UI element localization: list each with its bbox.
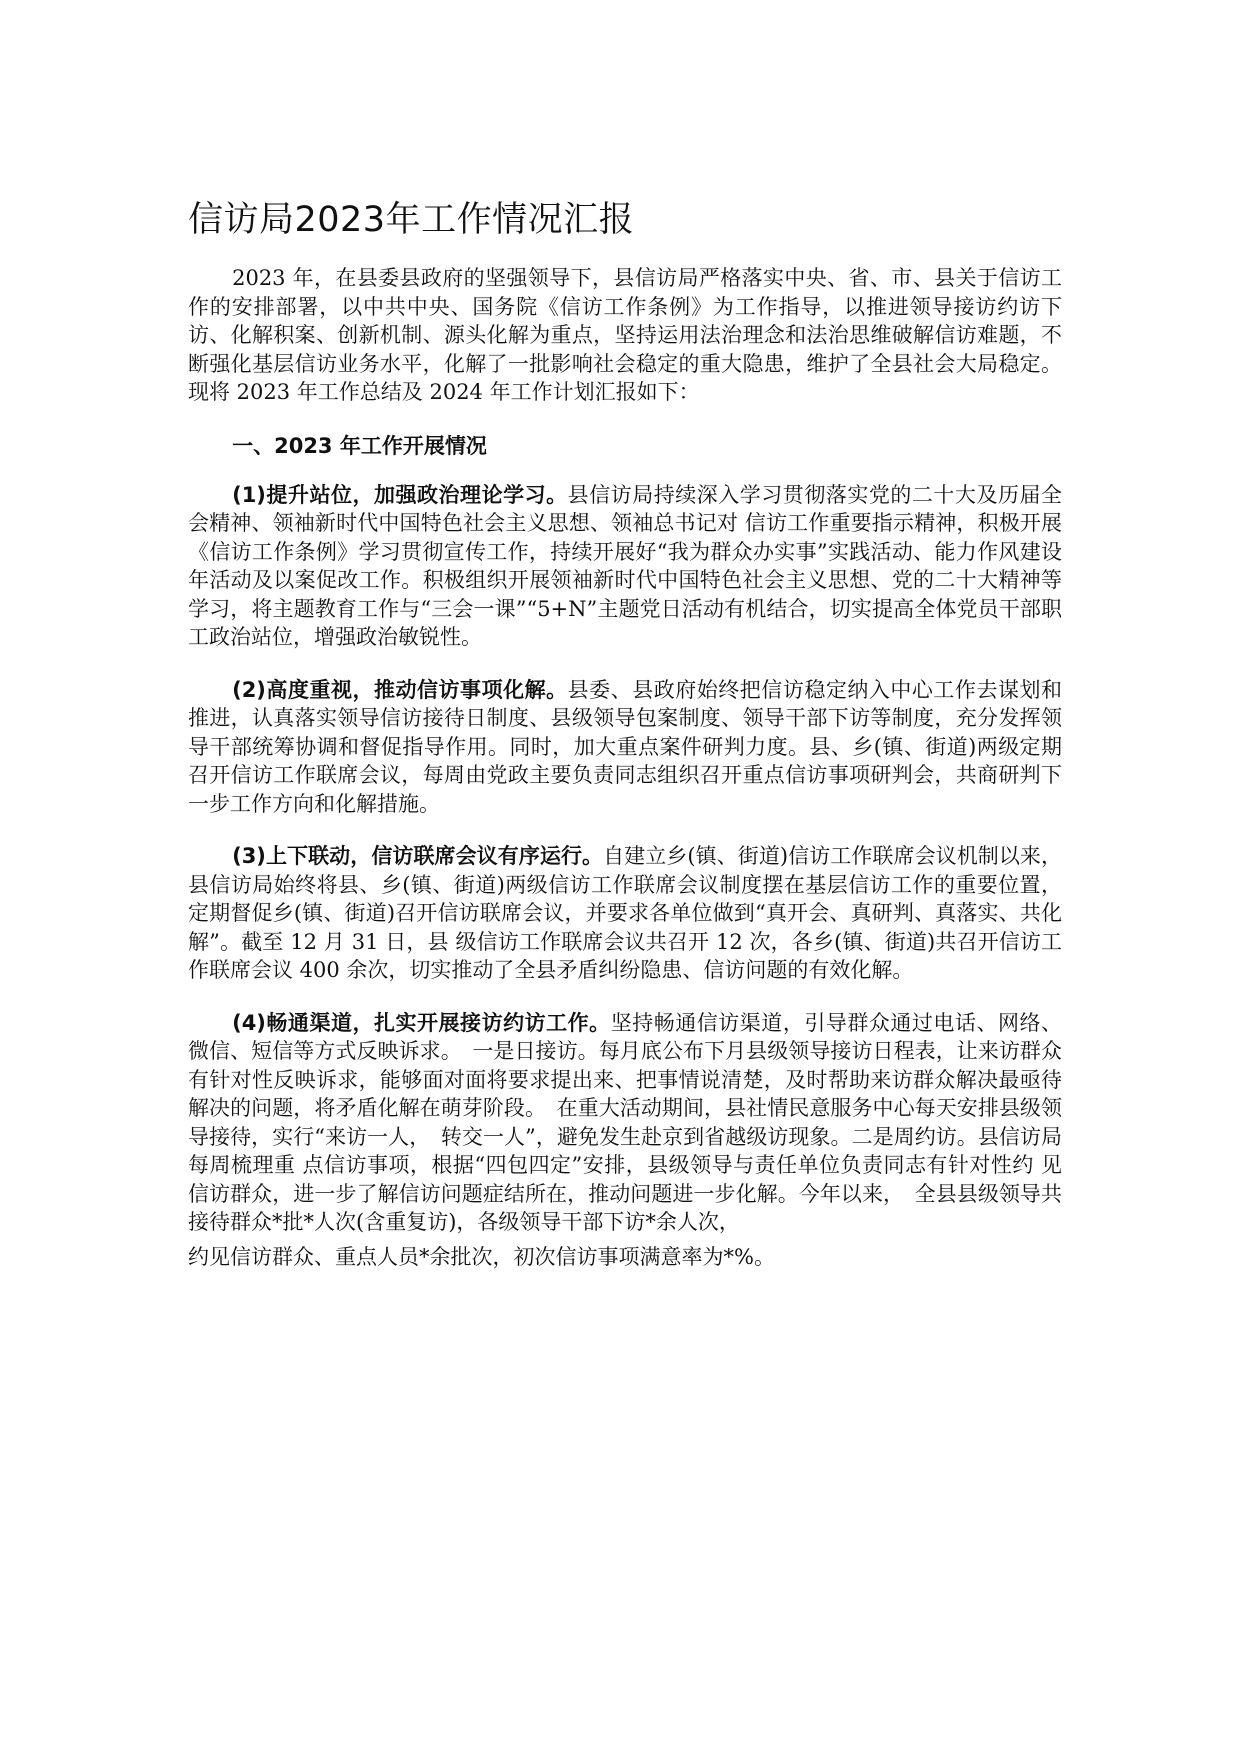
- section-paragraph-2: [188, 676, 1062, 819]
- section-body-1: 县信访局持续深入学习贯彻落实党的二十大及历届全会精神、领袖新时代中国特色社会主义思想、领袖总书记对 信访工作重要指示精神，积极开展《信访工作条例》学习贯彻宣传工作，持续开展好“我为群众办实事”实践活动、能力作风建设年活动及以案促改工作。积极组织开展领袖新时代中国特色社会主义思想、党的二十大精神等学习，将主题教育工作与“三会一课”“5+N”主题党日活动有机结合，切实提高全体党员干部职工政治站位，增强政治敏锐性。: [188, 482, 1062, 649]
- section-paragraph-3: [188, 842, 1062, 985]
- section-body-4: 坚持畅通信访渠道，引导群众通过电话、网络、微信、短信等方式反映诉求。 一是日接访。每月底公布下月县级领导接访日程表，让来访群众有针对性反映诉求，能够面对面将要求提出来、把事情说清楚，及时帮助来访群众解决最亟待解决的问题，将矛盾化解在萌芽阶段。 在重大活动期间，县社情民意服务中心每天安排县级领导接待，实行“来访一人， 转交一人”，避免发生赴京到省越级访现象。二是周约访。县信访局每周梳理重 点信访事项，根据“四包四定”安排，县级领导与责任单位负责同志有针对性约 见信访群众，进一步了解信访问题症结所在，推动问题进一步化解。今年以来， 全县县级领导共接待群众*批*人次(含重复访)，各级领导干部下访*余人次，: [188, 1010, 1063, 1234]
- section-body-3: 自建立乡(镇、街道)信访工作联席会议机制以来，县信访局始终将县、乡(镇、街道)两级信访工作联席会议制度摆在基层信访工作的重要位置，定期督促乡(镇、街道)召开信访联席会议，并要求各单位做到“真开会、真研判、真落实、共化解”。截至 12 月 31 日，县 级信访工作联席会议共召开 12 次，各乡(镇、街道)共召开信访工作联席会议 400 余次，切实推动了全县矛盾纠纷隐患、信访问题的有效化解。: [188, 844, 1062, 982]
- section-heading: 一、2023 年工作开展情况: [232, 433, 487, 458]
- section-body-2: 县委、县政府始终把信访稳定纳入中心工作去谋划和推进，认真落实领导信访接待日制度、县级领导包案制度、领导干部下访等制度，充分发挥领导干部统筹协调和督促指导作用。同时，加大重点案件研判力度。县、乡(镇、街道)两级定期召开信访工作联席会议，每周由党政主要负责同志组织召开重点信访事项研判会，共商研判下一步工作方向和化解措施。: [188, 677, 1062, 816]
- section-lead-2: (2)高度重视，推动信访事项化解。: [232, 677, 568, 702]
- document-page: [188, 196, 1062, 1271]
- document-title: 信访局2023年工作情况汇报: [188, 200, 635, 240]
- intro-paragraph: 2023 年，在县委县政府的坚强领导下，县信访局严格落实中央、省、市、县关于信访工作的安排部署，以中共中央、国务院《信访工作条例》为工作指导，以推进领导接访约访下访、化解积案、创新机制、源头化解为重点，坚持运用法治理念和法治思维破解信访难题，不断强化基层信访业务水平，化解了一批影响社会稳定的重大隐患，维护了全县社会大局稳定。现将 2023 年工作总结及 2024 年工作计划汇报如下：: [188, 266, 1062, 404]
- section-lead-3: (3)上下联动，信访联席会议有序运行。: [232, 844, 604, 868]
- closing-paragraph: 约见信访群众、重点人员*余批次，初次信访事项满意率为*%。: [188, 1244, 775, 1269]
- section-lead-4: (4)畅通渠道，扎实开展接访约访工作。: [232, 1010, 611, 1035]
- section-paragraph-4: [188, 1009, 1062, 1237]
- section-lead-1: (1)提升站位，加强政治理论学习。: [232, 482, 568, 507]
- section-paragraph-1: [188, 481, 1062, 652]
